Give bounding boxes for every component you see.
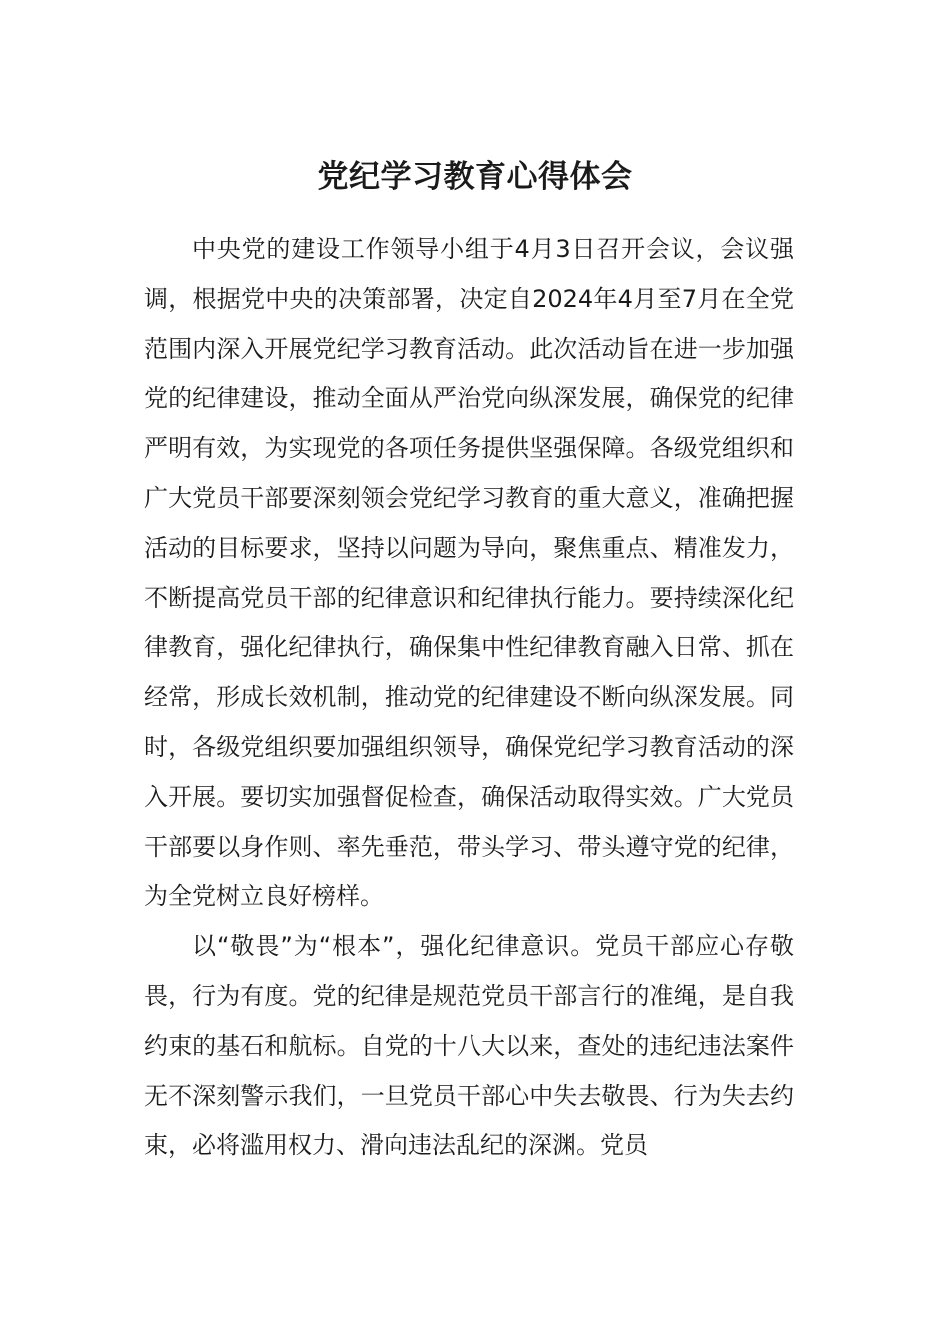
paragraph-awe: 以“敬畏”为“根本”，强化纪律意识。党员干部应心存敬畏，行为有度。党的纪律是规范党员干部言行的准绳，是自我约束的基石和航标。自党的十八大以来，查处的违纪违法案件无不深刻警示我们，一旦党员干部心中失去敬畏、行为失去约束，必将滥用权力、滑向违法乱纪的深渊。党员	[144, 932, 794, 1160]
paragraph-intro: 中央党的建设工作领导小组于4月3日召开会议，会议强调，根据党中央的决策部署，决定自2024年4月至7月在全党范围内深入开展党纪学习教育活动。此次活动旨在进一步加强党的纪律建设，推动全面从严治党向纵深发展，确保党的纪律严明有效，为实现党的各项任务提供坚强保障。各级党组织和广大党员干部要深刻领会党纪学习教育的重大意义，准确把握活动的目标要求，坚持以问题为导向，聚焦重点、精准发力，不断提高党员干部的纪律意识和纪律执行能力。要持续深化纪律教育，强化纪律执行，确保集中性纪律教育融入日常、抓在经常，形成长效机制，推动党的纪律建设不断向纵深发展。同时，各级党组织要加强组织领导，确保党纪学习教育活动的深入开展。要切实加强督促检查，确保活动取得实效。广大党员干部要以身作则、率先垂范，带头学习、带头遵守党的纪律，为全党树立良好榜样。	[144, 235, 794, 911]
document-title: 党纪学习教育心得体会	[317, 159, 633, 195]
document-body	[144, 225, 794, 1171]
